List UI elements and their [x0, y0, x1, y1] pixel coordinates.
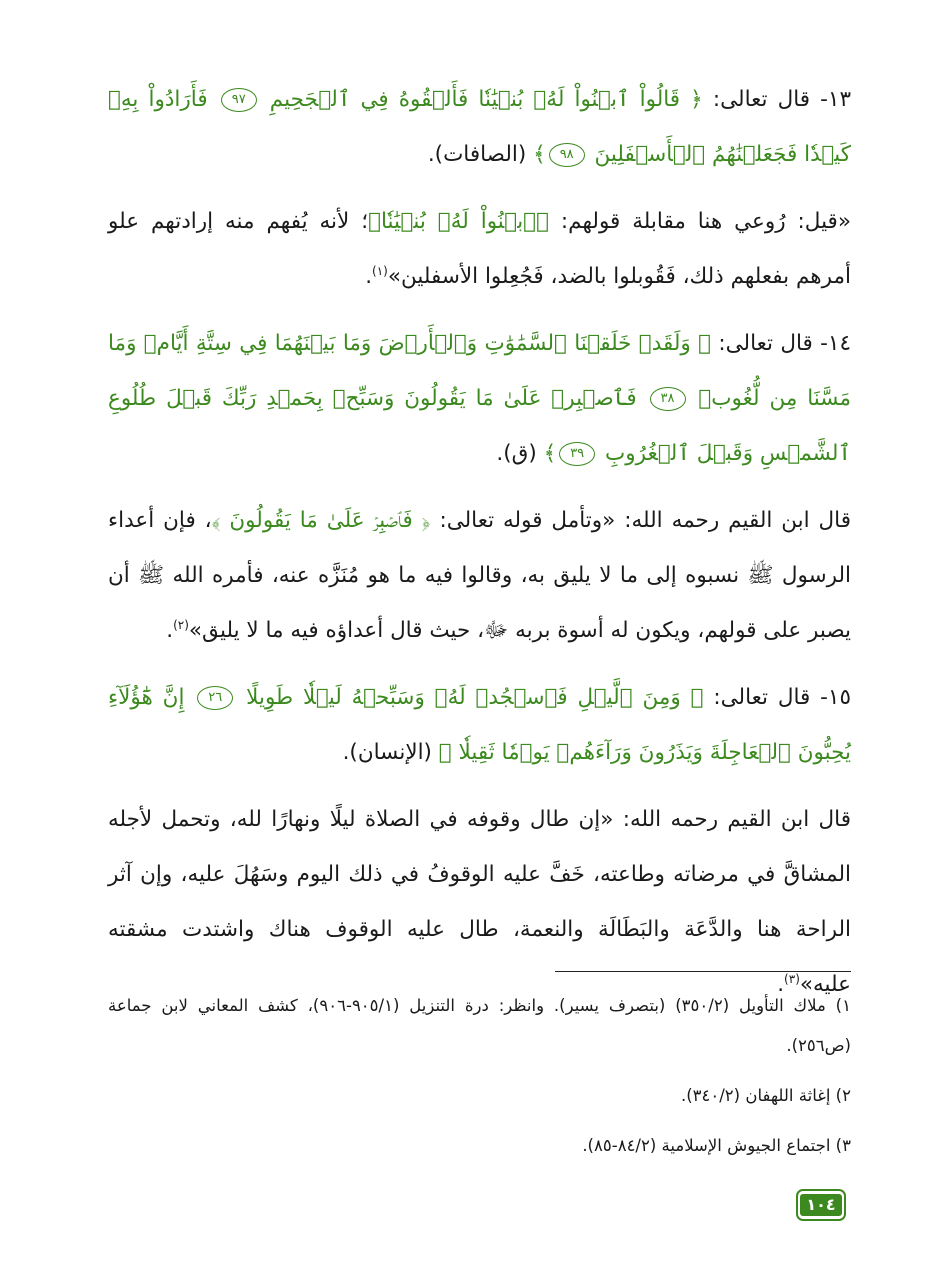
ornate-bracket-close: ﴾ [533, 142, 546, 167]
ornate-bracket-open: ﴿ [690, 87, 703, 112]
page-number-badge [796, 1189, 846, 1221]
paragraph-15 [108, 670, 851, 780]
footnote-3: ٣) اجتماع الجيوش الإسلامية (٨٤/٢-٨٥). [582, 1136, 851, 1155]
quran-verse: فَأَرَادُواْ بِهِۦ كَيۡدٗا فَجَعَلۡنَٰهُمُ ٱلۡأَسۡفَلِينَ [108, 87, 851, 167]
ornate-bracket-open: ﴿ [698, 331, 712, 356]
commentary-text: ؛ لأنه يُفهم منه إرادتهم علو أمرهم بفعلهم ذلك، فَقُوبلوا بالضد، فَجُعِلوا الأسفلين» [108, 209, 851, 289]
surah-name: (الإنسان). [342, 740, 439, 765]
footnote-2: ٢) إغاثة اللهفان (٣٤٠/٢). [680, 1086, 851, 1105]
commentary-text: ، فإن أعداء الرسول ﷺ نسبوه إلى ما لا يليق به، وقالوا فيه ما هو مُنَزَّه عنه، فأمره الله ﷺ أن يصبر على قولهم، ويكون له أسوة بربه ﷻ، حيث قال أعداؤه فيه ما لا يليق» [108, 508, 851, 643]
footnote-ref[interactable]: (٣) [784, 971, 800, 986]
ornate-bracket-open: ﴿ [421, 508, 431, 533]
verse-number-marker: ٩٧ [221, 88, 257, 112]
commentary-text: قال ابن القيم رحمه الله: «إن طال وقوفه في الصلاة ليلًا ونهارًا لله، وتحمل لأجله المشاقَّ في مرضاته وطاعته، خَفَّ عليه الوقوفُ في ذلك اليوم وسَهُلَ عليه، وإن آثر الراحة هنا والدَّعَة والبَطَالَة والنعمة، طال عليه الوقوف هناك واشتدت مشقته عليه» [108, 807, 851, 997]
verse-number-marker: ٢٦ [197, 686, 233, 710]
quran-verse: إِنَّ هَٰٓؤُلَآءِ يُحِبُّونَ ٱلۡعَاجِلَةَ وَيَذَرُونَ وَرَآءَهُمۡ يَوۡمٗا ثَقِيلٗا [108, 685, 851, 765]
quran-quote: فَٱصۡبِرۡ عَلَىٰ مَا يَقُولُونَ [220, 508, 422, 533]
commentary-text: قال ابن القيم رحمه الله: «وتأمل قوله تعالى: [430, 508, 851, 533]
ornate-bracket-close: ﴾ [368, 209, 381, 234]
page-number: ١٠٤ [800, 1194, 841, 1216]
verse-number-marker: ٩٨ [549, 143, 585, 167]
ornate-bracket-close: ﴾ [211, 508, 221, 533]
paragraph-13-commentary [108, 194, 851, 304]
footnote-ref[interactable]: (١) [372, 263, 388, 278]
footnote-divider [555, 971, 851, 972]
quran-verse: قَالُواْ ٱبۡنُواْ لَهُۥ بُنۡيَٰنٗا فَأَلۡقُوهُ فِي ٱلۡجَحِيمِ [259, 87, 691, 112]
footnote-1: ١) ملاك التأويل (٣٥٠/٢) (بتصرف يسير). وانظر: درة التنزيل (٩٠٥/١-٩٠٦)، كشف المعاني لابن جماعة (ص٢٥٦). [108, 996, 851, 1055]
footnotes [108, 986, 851, 1176]
verse-number-marker: ٣٨ [650, 387, 686, 411]
commentary-text: «قيل: رُوعي هنا مقابلة قولهم: [549, 209, 851, 234]
footnote-ref[interactable]: (٢) [173, 617, 189, 632]
verse-number-marker: ٣٩ [559, 442, 595, 466]
quran-verse: وَلَقَدۡ خَلَقۡنَا ٱلسَّمَٰوَٰتِ وَٱلۡأَرۡضَ وَمَا بَيۡنَهُمَا فِي سِتَّةِ أَيَّامٖ وَمَا مَسَّنَا مِن لُّغُوبٖ [108, 331, 851, 411]
item-lead: ١٣- قال تعالى: [702, 87, 851, 112]
paragraph-14 [108, 316, 851, 481]
ornate-bracket-open: ﴿ [536, 209, 549, 234]
item-lead: ١٥- قال تعالى: [703, 685, 851, 710]
paragraph-13 [108, 72, 851, 182]
quran-quote: ٱبۡنُواْ لَهُۥ بُنۡيَٰنٗا [380, 209, 537, 234]
ornate-bracket-close: ﴾ [543, 441, 557, 466]
paragraph-14-commentary [108, 493, 851, 658]
quran-verse: وَمِنَ ٱلَّيۡلِ فَٱسۡجُدۡ لَهُۥ وَسَبِّحۡهُ لَيۡلٗا طَوِيلًا [236, 685, 691, 710]
paragraph-15-commentary [108, 792, 851, 1012]
quran-verse: فَٱصۡبِرۡ عَلَىٰ مَا يَقُولُونَ وَسَبِّحۡ بِحَمۡدِ رَبِّكَ قَبۡلَ طُلُوعِ ٱلشَّمۡسِ وَقَبۡلَ ٱلۡغُرُوبِ [108, 386, 851, 466]
surah-name: (الصافات). [427, 142, 534, 167]
period: . [166, 618, 174, 643]
main-text [108, 72, 851, 1024]
surah-name: (ق). [496, 441, 544, 466]
period: . [777, 972, 785, 997]
period: . [365, 264, 373, 289]
ornate-bracket-open: ﴿ [690, 685, 704, 710]
ornate-bracket-close: ﴾ [438, 740, 452, 765]
item-lead: ١٤- قال تعالى: [711, 331, 851, 356]
